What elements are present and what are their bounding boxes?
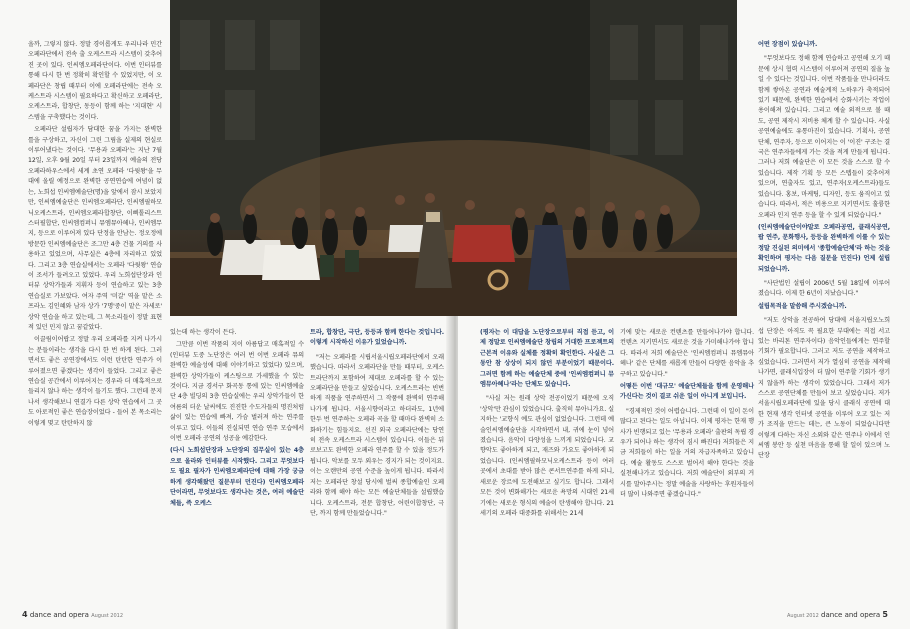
interview-question: 설립목적을 말씀해 주시겠습니까. [758, 302, 847, 310]
stage-scene-illustration [170, 0, 737, 316]
paragraph: 이끌림이어랍고 정말 우리 오페라를 지켜 나가시는 분들이라는 생각을 다시 한 번 하게 된다. 그러면서도 좋은 공연장에서도 이런 탄탄한 연주가 이루어졌으면 좋겠다는 생각이 들었다. 그리고 좋은 연습실 공간에서 이루어지는 경우라 더 매혹적으로 들리지 않나 하는 생각이 들기도 했다. 그런데 문지 나서 생각해보니 연결가 다른 상악 연습에서 그 곳도 아로적인 좋은 연습장이었다 - 들어 본 목소리는 이렇게 몇고 탄탄하지 않 [28, 336, 162, 427]
interview-question: 트라, 합창단, 극단, 등등과 함께 한다는 것입니다. 이렇게 시작하신 이유가 있었습니까. [310, 329, 444, 347]
paragraph: 그만큼 이번 작품의 지이 아름답고 매혹적일 수(인터뷰 도중 노단장은 여러 번 이번 오페라 뮤의 완벽한 예술성에 대해 이야기하고 있었다) 있으며, 완벽한 상악가들이 케스팅으로 가세했을 수 있는 것이다. 지금 경서구 화곡동 통에 있는 인씨엠예술단 4층 빌딩의 3층 연습실에는 우리 상악가들이 한 여름의 더운 날씨에도 진진한 수도자들의 명진처럼 삶이 있는 연습에 빠져, 가슴 벌러져 하는 연주를 이루고 있다. 이들의 진실되면 연습 연주 모습에서 이번 오페라 공연의 성공을 예감한다. [170, 341, 304, 443]
left-column-1 [28, 40, 162, 431]
paragraph: 오페라단 설립자가 담대한 꿈을 가지는 완벽한 틀을 구상하고, 자신이 그린 그림을 실제의 현실로 이루어냈다는 것이다. '무용과 오페라'는 지난 7월 12일, 오후 9월 20일 부터 23일까지 예술의 전당 오페라하우스에서 세계 초연 오페라 '다윗왕'을 무대에 올릴 예정으로 완벽한 공연연습에 여념이 없는, 노희섭 인씨엠예술단(명)을 앞에서 잠시 보았지만, 인씨엠예술단은 인씨엠오페라단, 인씨엠필하모닉오케스트라, 인씨엠오페라합창단, 이삐톨리스트스터필합단, 인씨엠컴퍼니 뮤엠뮤아헤나, 인씨엠무지, 등으로 이루어져 있다 단정을 안남는. 정오정에 방문한 인씨엠예술단은 조그만 4층 건물 거의를 사용하고 있었으며, 사무실은 4층에 자리하고 있었다. 그리고 3층 연습실에서는 오페라 '다윗왕' 연습이 조서가 들려오고 있었다. 우리 노희섭단장과 인터뷰 상악가들과 지휘자 등이 연습하고 있는 3층 연습실로 가보았다. 여자 주역 '미갈' 역을 맡은 소프라노 김인혜와 남자 상가 '7명'중이 맡은 자세로' 상악 연습을 하고 있는데, 그 목소리들이 정말 표현적 있던 민지 않고 꿈같았다. [28, 126, 162, 331]
paragraph: "경제적인 것이 어렵습니다. 그런데 이 일이 돈이 많다고 된다는 일도 아닙니다. 이제 평자는 한재 행사가 빈행되고 있는 '무용과 오페라' 출판의 독립 경우가 되어나 하는 생각이 짐시 빠진다) 저희들은 지금 저희들이 하는 일을 거의 자급자족하고 있습니다. 예술 활동도 스스로 벌어서 해야 한다는 것을 실천해나가고 있습니다. 저희 예술단이 외부의 거시를 말아주시는 정말 예술을 사랑하는 후원자들이 더 많이 나와주면 좋겠습니다." [620, 407, 754, 499]
paragraph: 있는데 하는 생각이 든다. [170, 329, 237, 336]
interview-question: 어떻든 이번 '대규모' 예술단체들을 함께 운영해나가신다는 것이 결코 쉬운 일이 아니게 보입니다. [620, 383, 754, 401]
page-number: 5 [882, 610, 888, 619]
page-number: 4 [22, 610, 28, 619]
magazine-title: dance and opera [821, 611, 881, 619]
left-column-2 [170, 328, 304, 513]
right-column-1 [480, 328, 614, 521]
paragraph: "무엇보다도 정해 함께 연습하고 공연해 오기 때문에 상시 협력 시스템이 이루어져 공연의 질을 높일 수 있다는 것입니다. 이번 작품들을 만나더라도 함께 쌓아온 공연과 예술계적 노하우가 축적되어 있기 때문에, 완벽한 연습에서 승화시키는 작업이 용이해져 있습니다. 그리고 예술 외적으로 볼 때도, 공연 제작시 저비용 체계 할 수 있습니다. 사실 공연예술에도 유통마진이 있습니다. 기획사, 공연단체, 연주자, 등으로 이어지는 이 '이진' 구조는 결국은 연주자들에게 가는 것을 적게 만들게 됩니다. 그러나 저희 예술단은 이 모든 것을 스스로 할 수 있습니다. 제작 기획 등 모든 스텝들이 갖추어져 있으며, 연출자도 있고, 연주자(오케스트라)들도 있습니다. 홍보, 마케팅, 디자인, 등도 움직이고 있습니다. 따라서, 적은 비용으로 지키면서도 훌륭한 오페라 인지 연주 등을 할 수 있게 되었습니다." [758, 55, 890, 219]
interview-question: (평자는 이 대답을 노단장으로부터 직접 듣고, 이제 정말로 인씨엠예술단 창립의 거대한 프로젝트의 근본적 이유와 실체를 정확히 확인한다. 사실은 그동안 참 상상이 되지 않던 부분이었기 때문이다. 그러면 함께 하는 예술단체 중에 '인씨엠컴퍼니 뮤엠뮤아헤나'라는 단체도 있습니다. [480, 329, 614, 389]
paragraph: "사실 저는 원래 상악 전공이었기 때문에 오직 '상악'만 관심이 있었습니다. 출직히 뮤아니가요. 실지하는 '교향식 예도 관심이 없었습니다. 그런데 예술인씨엠예술단을 시작하면서 내, 귀에 눈이 넣어졌습니다. 음악이 다양성을 느끼게 되었습니다. 교향악도 좋아하게 되고, 재즈와 가요도 좋아하게 되었습니다. (인씨엠필하모닉오케스트라 등이 여러 곳에서 초대를 받아 많은 콘서트연주를 하게 되니, 새로운 장르에 도전해보고 싶기도 합니다. 그래서 모든 것이 변화해가는 새로운 욕망의 시대인 21세기에는 새로운 형식의 예술이 탄생해야 합니다. 21세기의 오페라 대중화를 위해서는 21세 [480, 395, 614, 517]
magazine-title: dance and opera [29, 611, 89, 619]
right-footer [787, 610, 888, 619]
interview-question: 어떤 장점이 있습니까. [758, 41, 818, 48]
right-column-2 [620, 328, 754, 503]
left-column-3 [310, 328, 444, 521]
interview-question: (다시 노희섭단장과 노단장의 집무실이 있는 4층으로 올라와 인터뷰를 시작했다. 그리고 무엇보다도 필요 필자가 인씨엠오페라단에 대해 가장 궁금하게 생각해왔던 질문부터 던진다) 인씨엠오페라단이라면, 무엇보다도 생각나는 것은, 여러 예술단체들, 즉 오케스 [170, 447, 304, 507]
paragraph: "사단법인 설립이 2006년 5월 18일에 이루어졌습니다. 이제 한 6년이 지났습니다." [758, 279, 890, 298]
issue-date: August 2012 [786, 613, 819, 619]
left-footer [22, 610, 123, 619]
paragraph: "저는 오페라를 시립서울시립오페라단에서 오래 했습니다. 따라서 오페라단을 만들 때부터, 오케스트라단까지 포함하여 제대로 오페라를 할 수 있는 오페라단을 만들고 싶었습니다. 오케스트라는 빈번하게 직품을 연주하면서 그 작품에 완벽히 연주해 나가게 됩니다. 서울시향이라고 하더라도, 1년에 한두 번 연주하는 오페라 곡을 할 때마다 완벽히 소화하기는 힘들지요. 선진 외국 오페라단에는 당연히 전속 오케스트라 시스템이 있습니다. 이들은 뒤로보고도 완벽한 오페라 연주를 할 수 있을 정도가 됩니다. 악보를 모두 외우는 경지가 되는 것이지요. 이는 오랜만의 공연 수준을 높이게 됩니다. 따라서 저는 오페라단 창설 당시에 벌써 종합예술인 오페라와 함께 해야 하는 모든 예술단체들을 설립했습니다. 오케스트라, 전문 합창단, 어린이합창단, 극단, 까지 함께 만들었습니다." [310, 353, 444, 517]
paragraph: 기에 맞는 새로운 컨텐츠를 만들어나가야 합니다. 컨텐츠 지키면서도 새로운 것을 가미해나가야 합니다. 따라서 저희 예술단은 '인씨엠컴퍼니 뮤엠뮤아헤나' 같은 단체를 새롭게 만들어 다양한 음악을 추구하고 있습니다." [620, 329, 754, 378]
paragraph: "저도 상악을 전공하여 당대에 서울지립오노희섭 단장은 아직도 꼭 필요한 부대에는 직접 서고 있는 바리톤 연주자이다) 음악인들에게는 연주할 기회가 필요합니다. 그러고 저도 공연을 제작하고 싶었습니다. 그러면서 저가 열심히 공연을 제작해나가면, 클래식입장이 더 많이 연주할 기회가 생기지 않을까 하는 생각이 있었습니다. 그래서 저가 스스로 공연단체를 만들어 보고 싶었습니다. 저가 서울시립오페라단에 있을 당시 클래식 공연에 대한 현재 생각 인터넷 공연을 이루어 오고 있는 저가 조직을 만드는 데는, 큰 노동이 되었습니다만 이렇게 다하는 자신 소외와 같은 연주나 이에서 인씨엠 봉안 등 실천 마음을 통해 할 일이 있으며 노단장 [758, 317, 890, 460]
paragraph: 올까, 그렇지 않다. 정말 경이롭게도 우리나라 민간 오페라단에서 전속 출 오케스트라 시스템이 갖추어진 곳이 있다. 인씨엠오페라단이다. 이번 인터뷰를 통해 다시 한 번 정확히 확인할 수 있었지만, 이 오페라단은 창립 때부터 이에 오페라단에는 전속 오케스트라 시스템이 필요하다고 확신하고 오페라단, 오케스트라, 합창단, 동등이 함께 하는 '지대현' 시스템을 구축했다는 것이다. [28, 41, 162, 121]
issue-date: August 2012 [91, 613, 124, 619]
interview-question: (인씨엠예술단이야말로 오페라공연, 클래식공연, 팝 연주, 문화행사, 등등을 완벽하게 이룰 수 있는 정말 진실된 의미에서 '종합예술단체'라 하는 것을 확인하며 평자는 다음 질문을 던진다) 언제 설립되었습니까. [758, 223, 890, 273]
opera-stage-photo [170, 0, 737, 316]
right-column-3 [758, 40, 890, 464]
